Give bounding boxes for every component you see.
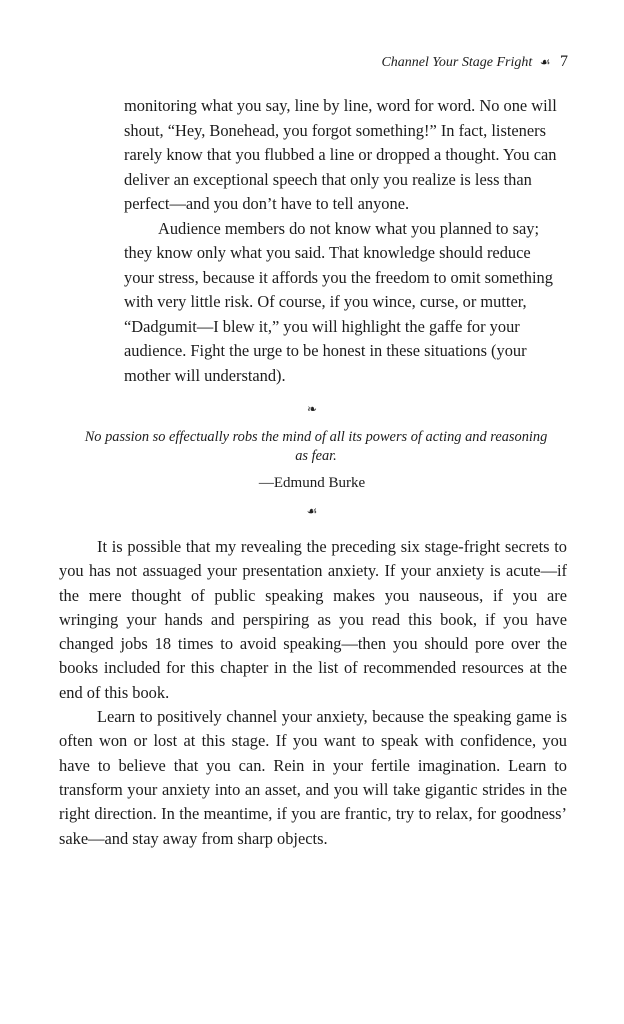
inset-text-block (124, 94, 560, 388)
inset-paragraph-2: Audience members do not know what you planned to say; they know only what you said. That knowledge should reduce your stress, because it affords you the freedom to omit something with very little risk. Of course, if you wince, curse, or mutter, “Dadgumit—I blew it,” you will highlight the gaffe for your audience. Fight the urge to be honest in these situations (your mother will understand). (124, 218, 553, 385)
running-head (381, 53, 568, 71)
fleuron-top-icon: ❧ (306, 402, 318, 416)
fleuron-icon: ☙ (539, 55, 551, 69)
body-text-block (59, 535, 567, 851)
fleuron-bottom-icon: ☙ (306, 504, 318, 518)
body-paragraph-1: It is possible that my revealing the preceding six stage-fright secrets to you has not assuaged your presentation anxiety. If your anxiety is acute—if the mere thought of public speaking makes you nauseous, if you are wringing your hands and perspiring as you read this book, if you have changed jobs 18 times to avoid speaking—then you should pore over the books included for this chapter in the list of recommended resources at the end of this book. (59, 537, 567, 702)
quote-attribution: —Edmund Burke (258, 475, 366, 491)
inset-paragraph-1: monitoring what you say, line by line, word for word. No one will shout, “Hey, Bonehead, you forgot something!” In fact, listeners rarely know that you flubbed a line or dropped a thought. You can deliver an exceptional speech that only you realize is less than perfect—and you don’t have to tell anyone. (124, 96, 557, 213)
body-paragraph-2: Learn to positively channel your anxiety, because the speaking game is often won or lost at this stage. If you want to speak with confidence, you have to believe that you can. Rein in your fertile imagination. Learn to transform your anxiety into an asset, and you will take gigantic strides in the right direction. In the meantime, if you are frantic, try to relax, for goodness’ sake—and stay away from sharp objects. (59, 707, 567, 848)
running-head-title: Channel Your Stage Fright (381, 55, 533, 70)
epigraph-quote: No passion so effectually robs the mind of all its powers of acting and reasoning as fear. (84, 429, 548, 464)
page-number: 7 (560, 53, 568, 70)
